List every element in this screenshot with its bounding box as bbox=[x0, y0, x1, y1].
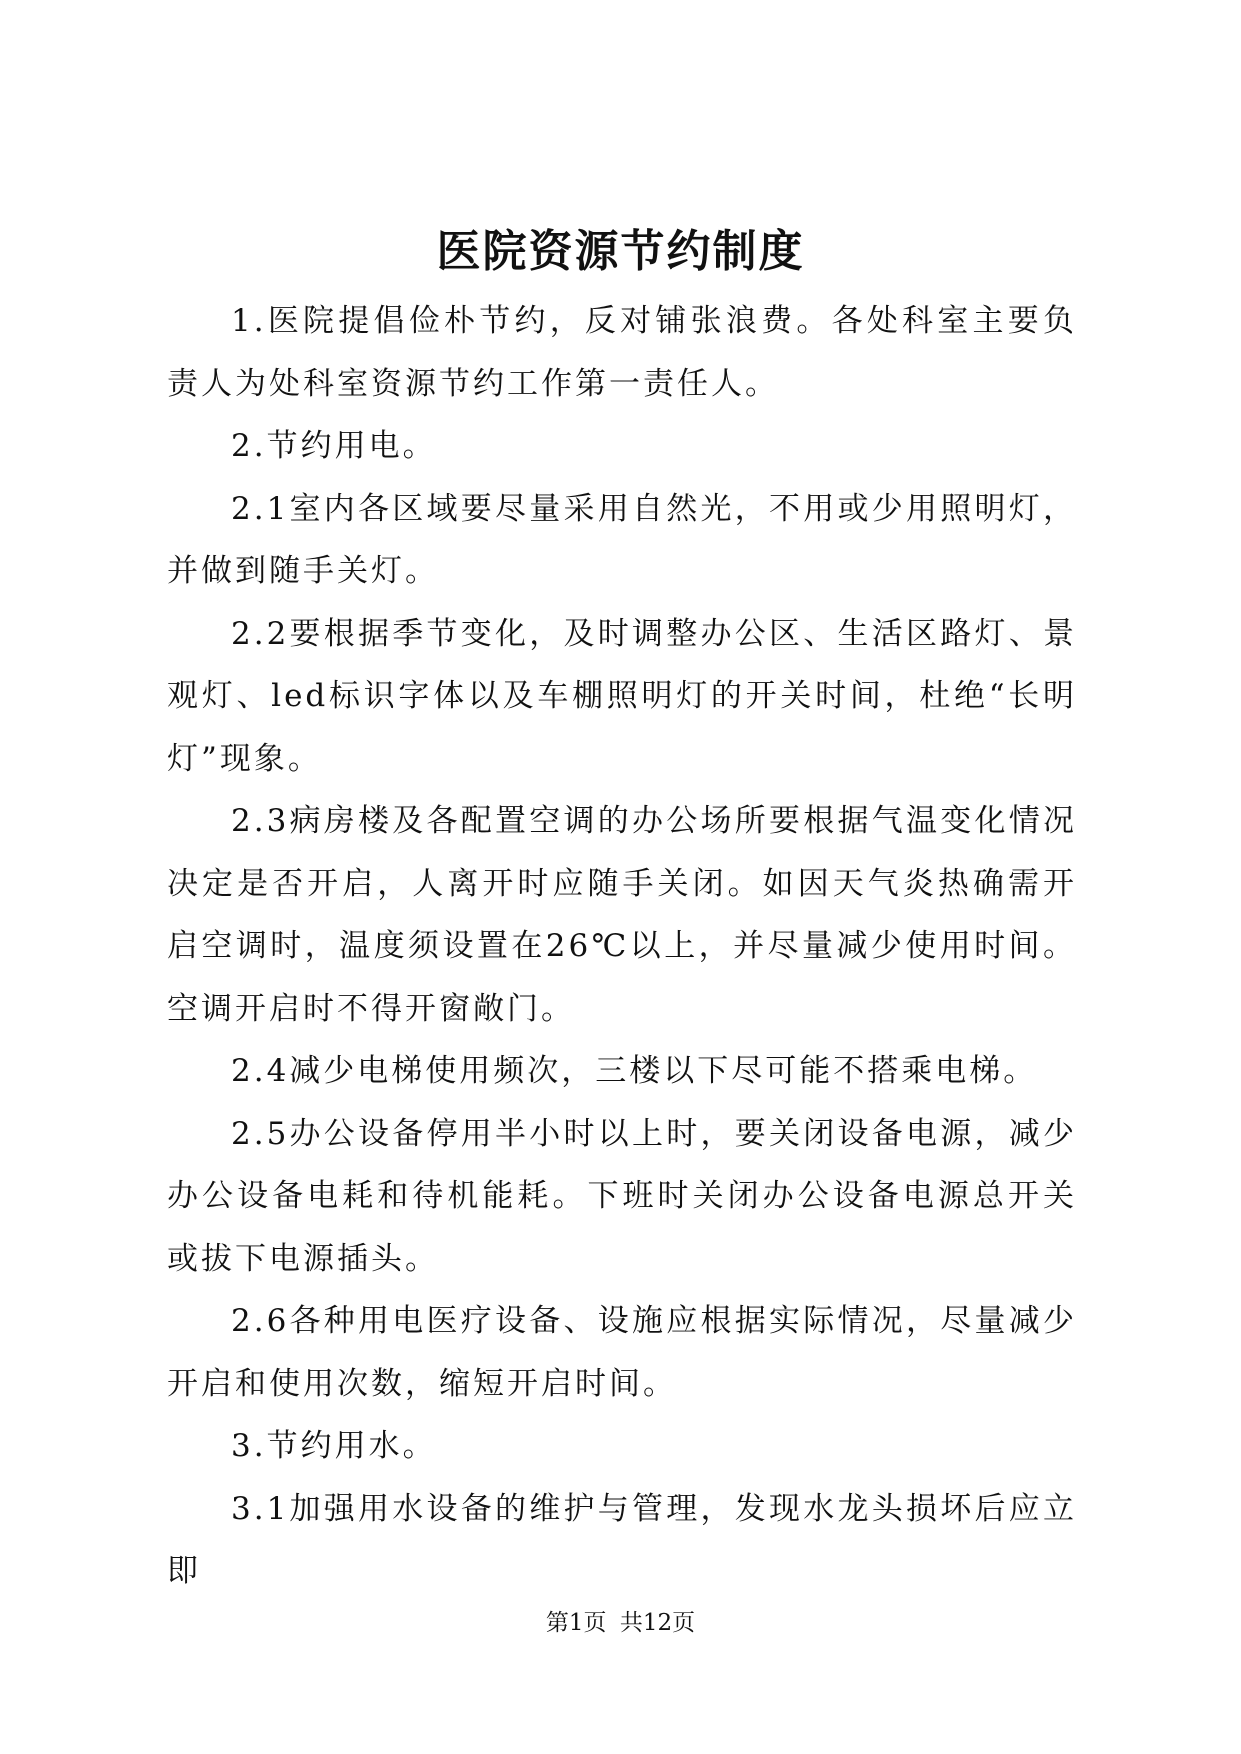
paragraph: 1.医院提倡俭朴节约，反对铺张浪费。各处科室主要负责人为处科室资源节约工作第一责任人。 bbox=[167, 303, 1077, 402]
paragraph: 3.节约用水。 bbox=[231, 1428, 437, 1464]
paragraph: 2.1室内各区域要尽量采用自然光，不用或少用照明灯，并做到随手关灯。 bbox=[167, 490, 1077, 589]
page-total: 共12页 bbox=[619, 1610, 696, 1636]
document-title: 医院资源节约制度 bbox=[436, 226, 805, 277]
paragraph: 3.1加强用水设备的维护与管理，发现水龙头损坏后应立即 bbox=[167, 1490, 1077, 1589]
paragraph: 2.节约用电。 bbox=[231, 428, 437, 464]
paragraph: 2.6各种用电医疗设备、设施应根据实际情况，尽量减少开启和使用次数，缩短开启时间。 bbox=[167, 1303, 1077, 1402]
document-body bbox=[167, 290, 1077, 1603]
page-number: 第1页 bbox=[545, 1610, 607, 1636]
paragraph: 2.4减少电梯使用频次，三楼以下尽可能不搭乘电梯。 bbox=[231, 1053, 1038, 1089]
paragraph: 2.2要根据季节变化，及时调整办公区、生活区路灯、景观灯、led标识字体以及车棚照明灯的开关时间，杜绝“长明灯”现象。 bbox=[167, 615, 1077, 777]
page-footer bbox=[0, 1608, 1241, 1638]
paragraph: 2.3病房楼及各配置空调的办公场所要根据气温变化情况决定是否开启，人离开时应随手关闭。如因天气炎热确需开启空调时，温度须设置在26℃以上，并尽量减少使用时间。空调开启时不得开窗敞门。 bbox=[167, 803, 1077, 1027]
paragraph: 2.5办公设备停用半小时以上时，要关闭设备电源，减少办公设备电耗和待机能耗。下班时关闭办公设备电源总开关或拔下电源插头。 bbox=[167, 1115, 1077, 1277]
